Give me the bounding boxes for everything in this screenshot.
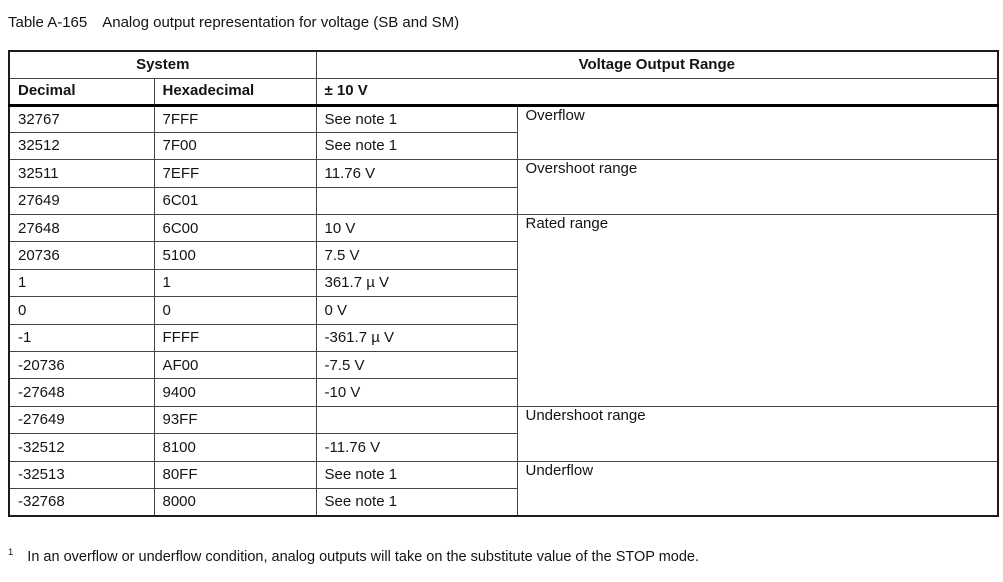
group-header-row xyxy=(9,51,998,78)
range-label-cell: Overshoot range xyxy=(517,160,998,215)
hexadecimal-cell: 7F00 xyxy=(154,132,316,159)
voltage-value-cell: See note 1 xyxy=(316,132,517,159)
column-header-row xyxy=(9,78,998,105)
hexadecimal-cell: 93FF xyxy=(154,406,316,433)
hexadecimal-cell: 0 xyxy=(154,297,316,324)
decimal-cell: -27648 xyxy=(9,379,154,406)
decimal-cell: -1 xyxy=(9,324,154,351)
hexadecimal-cell: AF00 xyxy=(154,352,316,379)
hexadecimal-cell: FFFF xyxy=(154,324,316,351)
hexadecimal-cell: 5100 xyxy=(154,242,316,269)
analog-output-voltage-table xyxy=(8,50,999,517)
hexadecimal-cell: 8100 xyxy=(154,434,316,461)
voltage-value-cell xyxy=(316,406,517,433)
hexadecimal-cell: 6C01 xyxy=(154,187,316,214)
table-caption xyxy=(8,14,459,31)
table-row xyxy=(9,215,998,242)
decimal-cell: 32511 xyxy=(9,160,154,187)
table-row xyxy=(9,406,998,433)
voltage-value-cell: See note 1 xyxy=(316,488,517,515)
decimal-cell: -32513 xyxy=(9,461,154,488)
range-label-cell: Undershoot range xyxy=(517,406,998,461)
footnote-marker: 1 xyxy=(8,547,14,558)
voltage-column-header: ± 10 V xyxy=(316,78,998,105)
table-title: Analog output representation for voltage (SB and SM) xyxy=(102,14,460,31)
voltage-value-cell: 361.7 µ V xyxy=(316,269,517,296)
decimal-cell: 32767 xyxy=(9,105,154,132)
voltage-value-cell: -11.76 V xyxy=(316,434,517,461)
hexadecimal-column-header: Hexadecimal xyxy=(154,78,316,105)
range-label-cell: Rated range xyxy=(517,215,998,407)
voltage-value-cell: 7.5 V xyxy=(316,242,517,269)
decimal-cell: -27649 xyxy=(9,406,154,433)
hexadecimal-cell: 9400 xyxy=(154,379,316,406)
hexadecimal-cell: 80FF xyxy=(154,461,316,488)
hexadecimal-cell: 1 xyxy=(154,269,316,296)
decimal-cell: 27649 xyxy=(9,187,154,214)
range-label-cell: Underflow xyxy=(517,461,998,516)
voltage-value-cell: See note 1 xyxy=(316,105,517,132)
voltage-value-cell: 10 V xyxy=(316,215,517,242)
system-group-header: System xyxy=(9,51,316,78)
voltage-value-cell xyxy=(316,187,517,214)
voltage-value-cell: -7.5 V xyxy=(316,352,517,379)
voltage-value-cell: -10 V xyxy=(316,379,517,406)
decimal-cell: -32768 xyxy=(9,488,154,515)
table-number: Table A-165 xyxy=(8,14,88,31)
table-row xyxy=(9,160,998,187)
voltage-value-cell: -361.7 µ V xyxy=(316,324,517,351)
range-label-cell: Overflow xyxy=(517,105,998,160)
hexadecimal-cell: 8000 xyxy=(154,488,316,515)
table-row xyxy=(9,105,998,132)
hexadecimal-cell: 7EFF xyxy=(154,160,316,187)
decimal-cell: 20736 xyxy=(9,242,154,269)
decimal-cell: 32512 xyxy=(9,132,154,159)
footnote xyxy=(8,548,699,565)
decimal-cell: 0 xyxy=(9,297,154,324)
decimal-cell: -20736 xyxy=(9,352,154,379)
voltage-value-cell: 11.76 V xyxy=(316,160,517,187)
voltage-value-cell: 0 V xyxy=(316,297,517,324)
decimal-cell: 1 xyxy=(9,269,154,296)
decimal-column-header: Decimal xyxy=(9,78,154,105)
hexadecimal-cell: 6C00 xyxy=(154,215,316,242)
voltage-value-cell: See note 1 xyxy=(316,461,517,488)
voltage-range-group-header: Voltage Output Range xyxy=(316,51,998,78)
footnote-text: In an overflow or underflow condition, analog outputs will take on the substitute value of the STOP mode. xyxy=(27,548,699,565)
decimal-cell: -32512 xyxy=(9,434,154,461)
decimal-cell: 27648 xyxy=(9,215,154,242)
hexadecimal-cell: 7FFF xyxy=(154,105,316,132)
table-row xyxy=(9,461,998,488)
